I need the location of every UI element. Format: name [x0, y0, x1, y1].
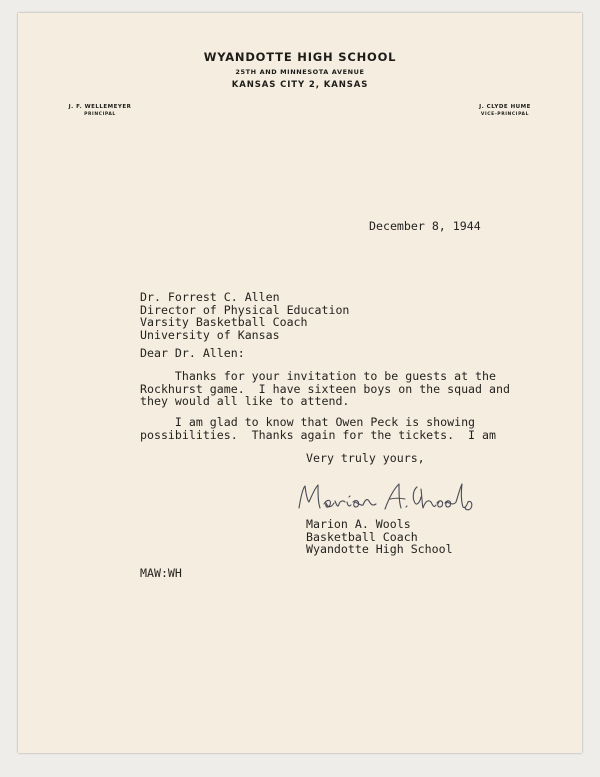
recipient-line: University of Kansas [140, 327, 280, 342]
body-paragraph-2 [140, 416, 496, 441]
principal-block [40, 104, 160, 117]
salutation: Dear Dr. Allen: [140, 346, 245, 360]
complimentary-close: Very truly yours, [306, 451, 425, 465]
handwritten-signature [293, 478, 478, 520]
recipient-line: Director of Physical Education [140, 302, 350, 317]
signer-name: Marion A. Wools [306, 517, 411, 531]
body-paragraph-1 [140, 370, 510, 408]
vice-principal-title: VICE-PRINCIPAL [480, 112, 530, 117]
letter-date: December 8, 1944 [369, 219, 481, 233]
body-line: they would all like to attend. [140, 394, 350, 409]
signer-school: Wyandotte High School [306, 542, 453, 557]
letterhead-street: 25TH AND MINNESOTA AVENUE [235, 68, 365, 76]
recipient-address [140, 291, 349, 341]
body-line: I am glad to know that Owen Peck is showing [140, 415, 476, 429]
recipient-line: Dr. Forrest C. Allen [140, 290, 280, 304]
principal-title: PRINCIPAL [84, 112, 116, 117]
body-line: Rockhurst game. I have sixteen boys on the squad and [140, 381, 510, 396]
signer-title: Basketball Coach [306, 529, 418, 544]
letterhead-school: WYANDOTTE HIGH SCHOOL [203, 50, 397, 64]
recipient-line: Varsity Basketball Coach [140, 315, 308, 330]
principal-name: J. F. WELLEMEYER [68, 104, 132, 110]
letterhead-city: KANSAS CITY 2, KANSAS [231, 80, 369, 90]
signer-block [306, 518, 453, 556]
body-line: possibilities. Thanks again for the tickets. I am [140, 427, 496, 442]
body-line: Thanks for your invitation to be guests at the [140, 369, 496, 383]
vice-principal-name: J. CLYDE HUME [479, 104, 531, 110]
reference-initials: MAW:WH [140, 566, 182, 580]
vice-principal-block [445, 104, 565, 117]
